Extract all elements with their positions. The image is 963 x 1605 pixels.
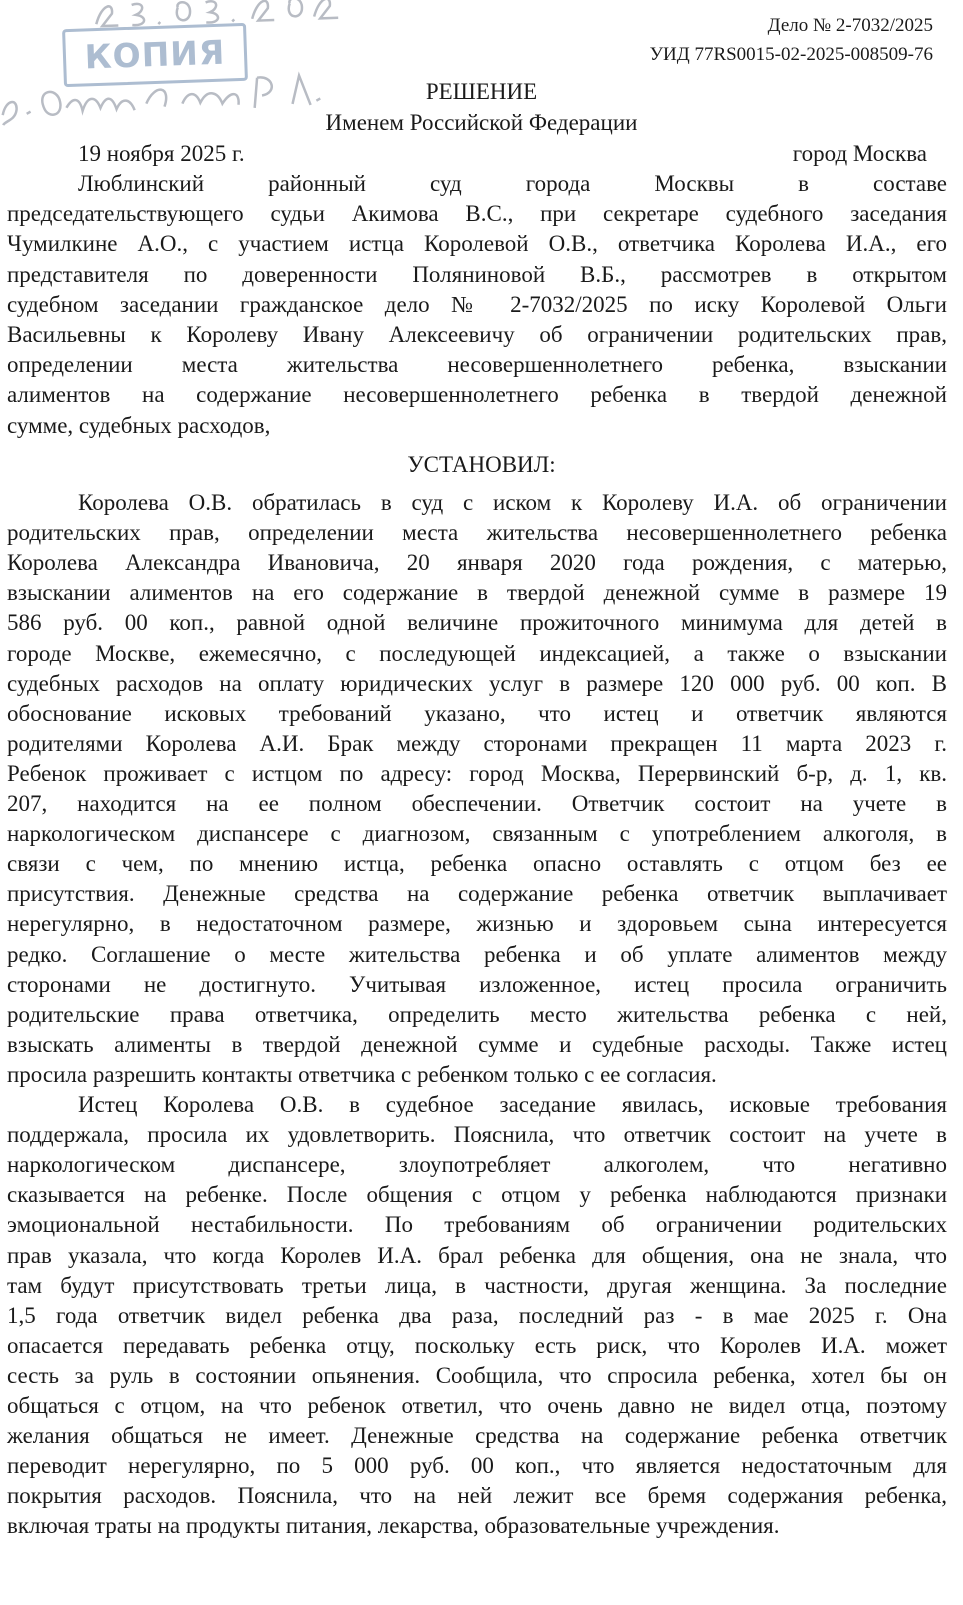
text-line: сесть за руль в состоянии опьянения. Сообщила, что спросила ребенка, хотел бы он [7, 1362, 947, 1388]
text-line: Люблинский районный суд города Москвы в составе [78, 171, 947, 196]
text-line: переводит нерегулярно, по 5 000 руб. 00 коп., что является недостаточным для [7, 1453, 947, 1479]
text-line: Васильевны к Королеву Ивану Алексеевичу об ограничении родительских прав, [7, 322, 947, 347]
text-line: покрытия расходов. Пояснила, что на ней лежит все бремя содержания ребенка, [7, 1483, 947, 1509]
text-line: общаться с отцом, на что ребенок ответил, что очень давно не видел отца, поэтому [7, 1393, 947, 1418]
text-line: Королева О.В. обратилась в суд с иском к Королеву И.А. об ограничении [78, 490, 947, 515]
document-title: РЕШЕНИЕ [425, 79, 538, 104]
text-line: судебном заседании гражданское дело № 2-7032/2025 по иску Королевой Ольги [7, 291, 947, 317]
text-line: связи с чем, по мнению истца, ребенка опасно оставлять с отцом без ее [7, 851, 947, 877]
text-line: там будут присутствовать третьи лица, в частности, другая женщина. За последние [7, 1272, 947, 1298]
text-line: родителями Королева А.И. Брак между сторонами прекращен 11 марта 2023 г. [7, 730, 947, 756]
text-line: Чумилкине А.О., с участием истца Королевой О.В., ответчика Королева И.А., его [7, 231, 947, 257]
case-uid: УИД 77RS0015-02-2025-008509-76 [649, 44, 933, 65]
text-line: родительские права ответчика, определить место жительства ребенка с ней, [7, 1001, 947, 1027]
text-line: взыскать алименты в твердой денежной сумме и судебные расходы. Также истец [7, 1031, 947, 1057]
text-line: судебных расходов на оплату юридических услуг в размере 120 000 руб. 00 коп. В [7, 670, 947, 696]
case-number: Дело № 2-7032/2025 [767, 15, 933, 36]
text-line: наркологическом диспансере с диагнозом, связанным с употреблением алкоголя, в [7, 821, 947, 847]
text-line: нерегулярно, в недостаточном размере, жизнью и здоровьем сына интересуется [7, 911, 947, 937]
text-line: эмоциональной нестабильности. По требованиям об ограничении родительских [7, 1212, 947, 1238]
section-heading: УСТАНОВИЛ: [407, 452, 556, 477]
text-line: желания общаться не имеет. Денежные средства на содержание ребенка ответчик [7, 1423, 947, 1449]
decision-date: 19 ноября 2025 г. [78, 141, 245, 166]
text-line: алиментов на содержание несовершеннолетнего ребенка в твердой денежной [7, 382, 947, 408]
text-line: сумме, судебных расходов, [7, 412, 271, 438]
text-line: Королева Александра Ивановича, 20 января 2020 года рождения, с матерью, [7, 550, 947, 576]
text-line: сказывается на ребенке. После общения с отцом у ребенка наблюдаются признаки [7, 1182, 947, 1208]
text-line: включая траты на продукты питания, лекарства, образовательные учреждения. [7, 1513, 780, 1539]
text-line: просила разрешить контакты ответчика с ребенком только с ее согласия. [7, 1061, 717, 1087]
text-line: 586 руб. 00 коп., равной одной величине прожиточного минимума для детей в [7, 610, 947, 636]
text-line: определении места жительства несовершеннолетнего ребенка, взыскании [7, 352, 947, 378]
text-line: Ребенок проживает с истцом по адресу: город Москва, Перервинский б-р, д. 1, кв. [7, 760, 947, 786]
text-line: Истец Королева О.В. в судебное заседание явилась, исковые требования [78, 1092, 947, 1117]
text-line: поддержала, просила их удовлетворить. Пояснила, что ответчик состоит на учете в [7, 1122, 947, 1148]
text-line: редко. Соглашение о месте жительства ребенка и об уплате алиментов между [7, 941, 947, 967]
text-line: председательствующего судьи Акимова В.С., при секретаре судебного заседания [7, 201, 947, 227]
document-subtitle: Именем Российской Федерации [325, 110, 638, 135]
copy-stamp-text: КОПИЯ [84, 32, 226, 77]
text-line: присутствия. Денежные средства на содержание ребенка ответчик выплачивает [7, 881, 947, 907]
decision-city: город Москва [792, 141, 927, 166]
text-line: сторонами не достигнуто. Учитывая изложенное, истец просила ограничить [7, 971, 947, 997]
text-line: родительских прав, определении места жительства несовершеннолетнего ребенка [7, 520, 947, 546]
text-line: взыскании алиментов на его содержание в твердой денежной сумме в размере 19 [7, 580, 947, 606]
text-line: 1,5 года ответчик видел ребенка два раза, последний раз - в мае 2025 г. Она [7, 1302, 947, 1328]
text-line: городе Москве, ежемесячно, с последующей индексацией, а также о взыскании [7, 640, 947, 666]
text-line: 207, находится на ее полном обеспечении. Ответчик состоит на учете в [7, 791, 947, 816]
text-line: прав указала, что когда Королев И.А. брал ребенка для общения, она не знала, что [7, 1242, 947, 1268]
text-line: обоснование исковых требований указано, что истец и ответчик являются [7, 700, 947, 726]
text-line: представителя по доверенности Поляниновой В.Б., рассмотрев в открытом [7, 261, 947, 287]
text-line: опасается передавать ребенка отцу, поскольку есть риск, что Королев И.А. может [7, 1332, 947, 1358]
text-line: наркологическом диспансере, злоупотребляет алкоголем, что негативно [7, 1152, 947, 1178]
